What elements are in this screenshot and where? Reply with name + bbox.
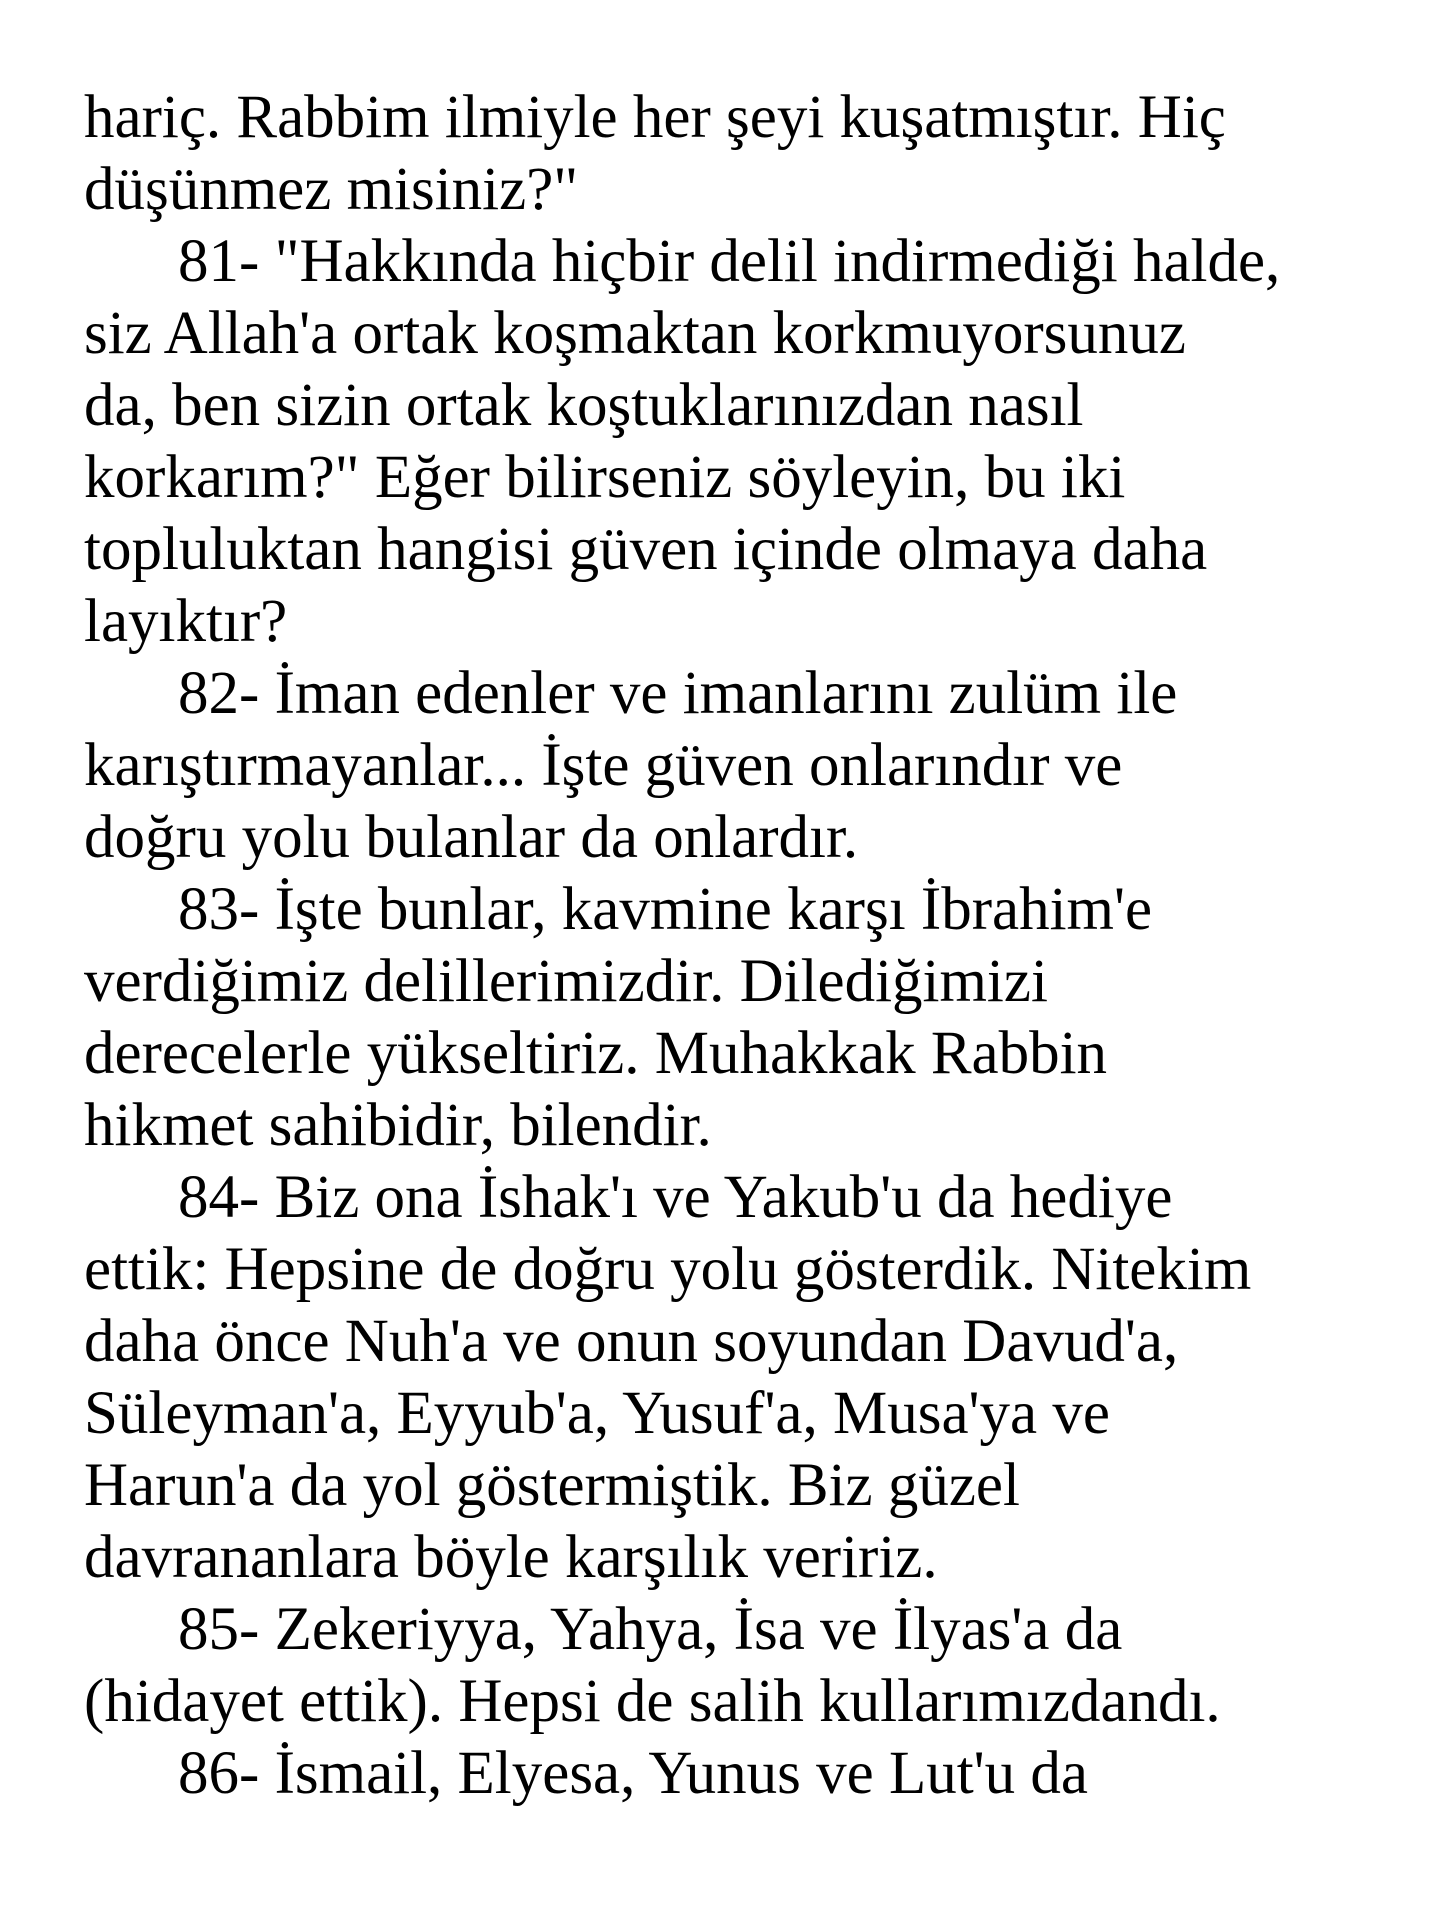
text-line: daha önce Nuh'a ve onun soyundan Davud'a, xyxy=(84,1308,1179,1375)
text-line: Harun'a da yol göstermiştik. Biz güzel xyxy=(84,1452,1020,1519)
text-line: (hidayet ettik). Hepsi de salih kullarımızdandı. xyxy=(84,1668,1221,1735)
text-line: Süleyman'a, Eyyub'a, Yusuf'a, Musa'ya ve xyxy=(84,1380,1110,1447)
text-line: doğru yolu bulanlar da onlardır. xyxy=(84,804,859,871)
verse-81-start: 81- "Hakkında hiçbir delil indirmediği halde, xyxy=(178,228,1281,295)
verse-85-start: 85- Zekeriyya, Yahya, İsa ve İlyas'a da xyxy=(178,1596,1123,1663)
text-line: karıştırmayanlar... İşte güven onlarındır ve xyxy=(84,732,1123,799)
text-line: da, ben sizin ortak koştuklarınızdan nasıl xyxy=(84,372,1084,439)
verse-82-start: 82- İman edenler ve imanlarını zulüm ile xyxy=(178,660,1178,727)
text-line: davrananlara böyle karşılık veririz. xyxy=(84,1524,938,1591)
verse-84-start: 84- Biz ona İshak'ı ve Yakub'u da hediye xyxy=(178,1164,1173,1231)
text-line: hikmet sahibidir, bilendir. xyxy=(84,1092,712,1159)
document-page xyxy=(84,82,1384,1810)
text-line: ettik: Hepsine de doğru yolu gösterdik. Nitekim xyxy=(84,1236,1252,1303)
text-line: topluluktan hangisi güven içinde olmaya daha xyxy=(84,516,1208,583)
verse-83-start: 83- İşte bunlar, kavmine karşı İbrahim'e xyxy=(178,876,1153,943)
text-line: layıktır? xyxy=(84,588,288,655)
text-line: derecelerle yükseltiriz. Muhakkak Rabbin xyxy=(84,1020,1108,1087)
text-line: verdiğimiz delillerimizdir. Dilediğimizi xyxy=(84,948,1048,1015)
text-line: korkarım?" Eğer bilirseniz söyleyin, bu iki xyxy=(84,444,1126,511)
text-line: siz Allah'a ortak koşmaktan korkmuyorsunuz xyxy=(84,300,1186,367)
text-line: hariç. Rabbim ilmiyle her şeyi kuşatmıştır. Hiç xyxy=(84,84,1226,151)
text-line: düşünmez misiniz?" xyxy=(84,156,579,223)
verse-86-start: 86- İsmail, Elyesa, Yunus ve Lut'u da xyxy=(178,1740,1088,1807)
